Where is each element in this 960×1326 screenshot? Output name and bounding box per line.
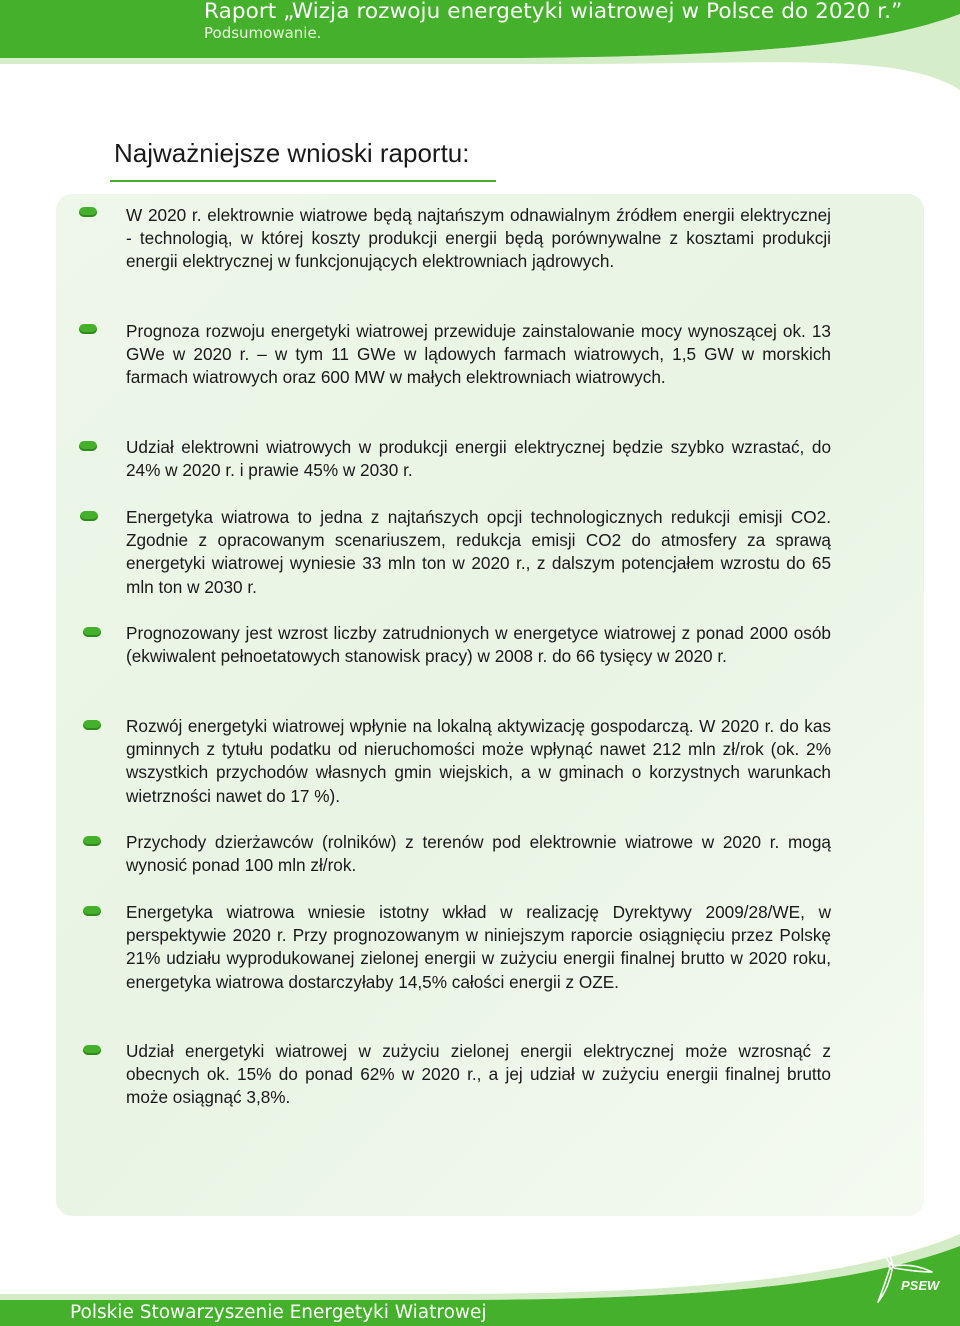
footer-organization: Polskie Stowarzyszenie Energetyki Wiatrowej	[70, 1302, 487, 1323]
bullet-icon	[83, 906, 101, 916]
conclusion-item-1: W 2020 r. elektrownie wiatrowe będą najtańszym odnawialnym źródłem energii elektrycznej - technologią, w której koszty produkcji energii będą porównywalne z kosztami produkcji energii elektrycznej w funkcjonujących elektrowniach jądrowych.	[126, 205, 831, 272]
bullet-icon	[80, 511, 98, 521]
bullet-icon	[83, 1045, 101, 1055]
conclusion-item-5: Prognozowany jest wzrost liczby zatrudnionych w energetyce wiatrowej z ponad 2000 osób (ekwiwalent pełnoetatowych stanowisk pracy) w 2008 r. do 66 tysięcy w 2020 r.	[126, 623, 831, 667]
conclusion-item-4: Energetyka wiatrowa to jedna z najtańszych opcji technologicznych redukcji emisji CO2. Zgodnie z opracowanym scenariuszem, redukcja emisji CO2 do atmosfery za sprawą energetyki wiatrowej wyniesie 33 mln ton w 2020 r., z dalszym potencjałem wzrostu do 65 mln ton w 2030 r.	[126, 507, 831, 597]
psew-logo-icon	[866, 1236, 946, 1308]
bullet-icon	[83, 836, 101, 846]
bullet-icon	[79, 441, 97, 451]
report-title: Raport „Wizja rozwoju energetyki wiatrowej w Polsce do 2020 r.”	[204, 0, 903, 24]
report-subtitle: Podsumowanie.	[204, 24, 322, 42]
conclusion-item-6: Rozwój energetyki wiatrowej wpłynie na lokalną aktywizację gospodarczą. W 2020 r. do kas gminnych z tytułu podatku od nieruchomości może wpłynąć nawet 212 mln zł/rok (ok. 2% wszystkich przychodów własnych gmin wiejskich, a w gminach o korzystnych warunkach wietrzności nawet do 17 %).	[126, 716, 831, 806]
conclusion-item-3: Udział elektrowni wiatrowych w produkcji energii elektrycznej będzie szybko wzrastać, do 24% w 2020 r. i prawie 45% w 2030 r.	[126, 437, 831, 481]
bullet-icon	[83, 720, 101, 730]
conclusion-item-9: Udział energetyki wiatrowej w zużyciu zielonej energii elektrycznej może wzrosnąć z obecnych ok. 15% do ponad 62% w 2020 r., a jej udział w zużyciu energii finalnej brutto może osiągnąć 3,8%.	[126, 1041, 831, 1108]
heading-underline	[110, 180, 496, 182]
bullet-icon	[79, 207, 97, 217]
bullet-icon	[83, 627, 101, 637]
psew-logo-text: PSEW	[901, 1278, 940, 1293]
conclusion-item-7: Przychody dzierżawców (rolników) z terenów pod elektrownie wiatrowe w 2020 r. mogą wynosić ponad 100 mln zł/rok.	[126, 832, 831, 876]
section-heading: Najważniejsze wnioski raportu:	[114, 138, 470, 168]
conclusion-item-2: Prognoza rozwoju energetyki wiatrowej przewiduje zainstalowanie mocy wynoszącej ok. 13 GWe w 2020 r. – w tym 11 GWe w lądowych farmach wiatrowych, 1,5 GW w morskich farmach wiatrowych oraz 600 MW w małych elektrowniach wiatrowych.	[126, 321, 831, 388]
bullet-icon	[79, 324, 97, 334]
conclusion-item-8: Energetyka wiatrowa wniesie istotny wkład w realizację Dyrektywy 2009/28/WE, w perspektywie 2020 r. Przy prognozowanym w niniejszym raporcie osiągnięciu przez Polskę 21% udziału wyprodukowanej zielonej energii w zużyciu energii finalnej brutto w 2020 roku, energetyka wiatrowa dostarczyłaby 14,5% całości energii z OZE.	[126, 902, 831, 992]
